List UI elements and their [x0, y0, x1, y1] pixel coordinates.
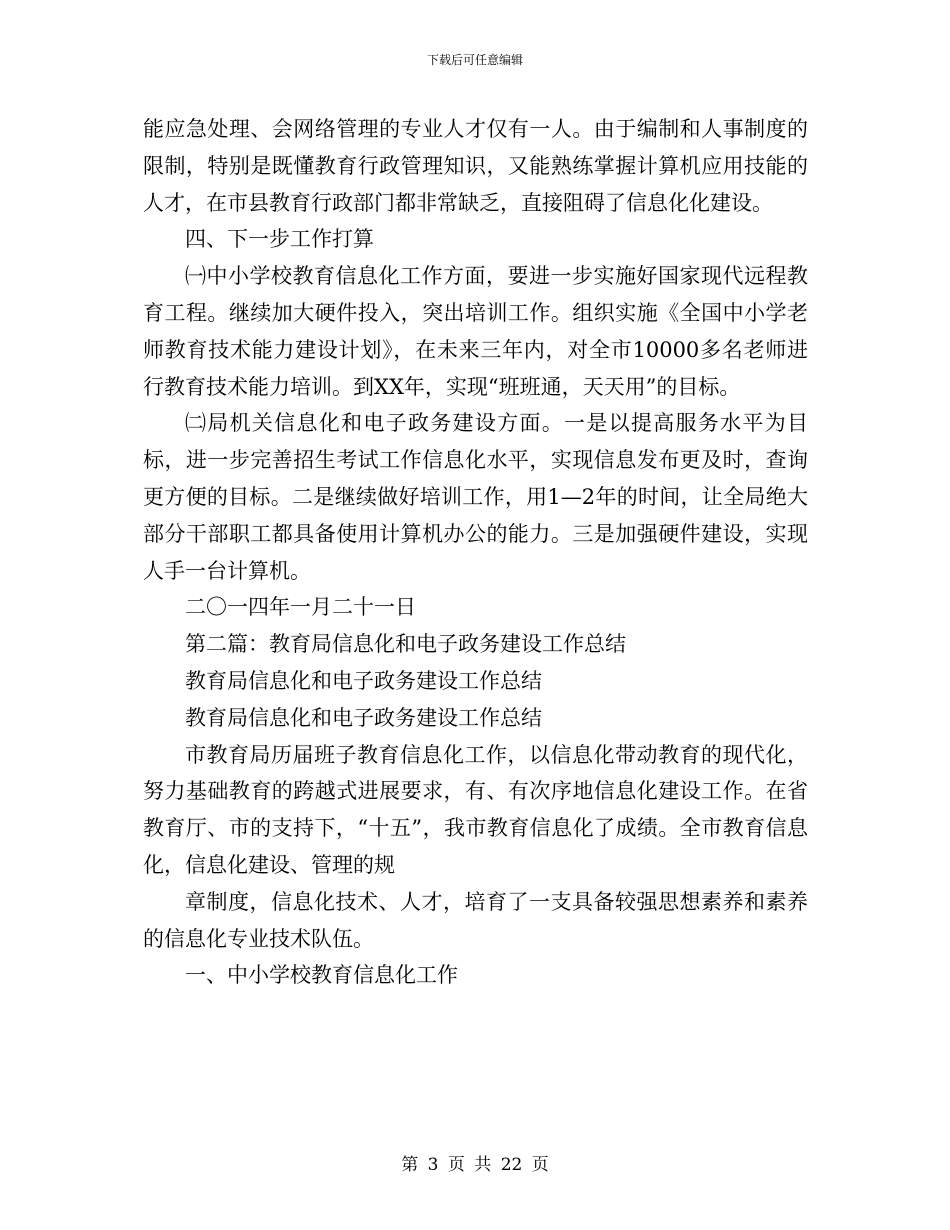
paragraph-school-informatization: ㈠中小学校教育信息化工作方面，要进一步实施好国家现代远程教育工程。继续加大硬件投入，突出培训工作。组织实施《全国中小学老师教育技术能力建设计划》，在未来三年内，对全市10000多名老师进行教育技术能力培训。到XX年，实现“班班通，天天用”的目标。: [143, 264, 808, 399]
paragraph-intro-continued: 章制度，信息化技术、人才，培育了一支具备较强思想素养和素养的信息化专业技术队伍。: [143, 889, 808, 951]
page-number-footer: 第 3 页 共 22 页: [401, 1155, 549, 1175]
paragraph-continuation: 能应急处理、会网络管理的专业人才仅有一人。由于编制和人事制度的限制，特别是既懂教育行政管理知识，又能熟练掌握计算机应用技能的人才，在市县教育行政部门都非常缺乏，直接阻碍了信息化化建设。: [143, 117, 808, 215]
document-title-repeat: 教育局信息化和电子政务建设工作总结: [185, 705, 542, 730]
section-heading-next-steps: 四、下一步工作打算: [185, 227, 374, 252]
document-body: [143, 111, 808, 994]
section-heading-school-work: 一、中小学校教育信息化工作: [185, 963, 458, 988]
paragraph-intro: 市教育局历届班子教育信息化工作，以信息化带动教育的现代化，努力基础教育的跨越式进展要求，有、有次序地信息化建设工作。在省教育厅、市的支持下，“十五”，我市教育信息化了成绩。全市教育信息化，信息化建设、管理的规: [143, 742, 808, 877]
chapter-title: 第二篇：教育局信息化和电子政务建设工作总结: [185, 632, 626, 657]
date-line: 二〇一四年一月二十一日: [185, 595, 416, 620]
paragraph-bureau-egov: ㈡局机关信息化和电子政务建设方面。一是以提高服务水平为目标，进一步完善招生考试工作信息化水平，实现信息发布更及时，查询更方便的目标。二是继续做好培训工作，用1—2年的时间，让全局绝大部分干部职工都具备使用计算机办公的能力。三是加强硬件建设，实现人手一台计算机。: [143, 411, 808, 583]
document-title: 教育局信息化和电子政务建设工作总结: [185, 668, 542, 693]
page-header-note: 下载后可任意编辑: [426, 53, 523, 67]
